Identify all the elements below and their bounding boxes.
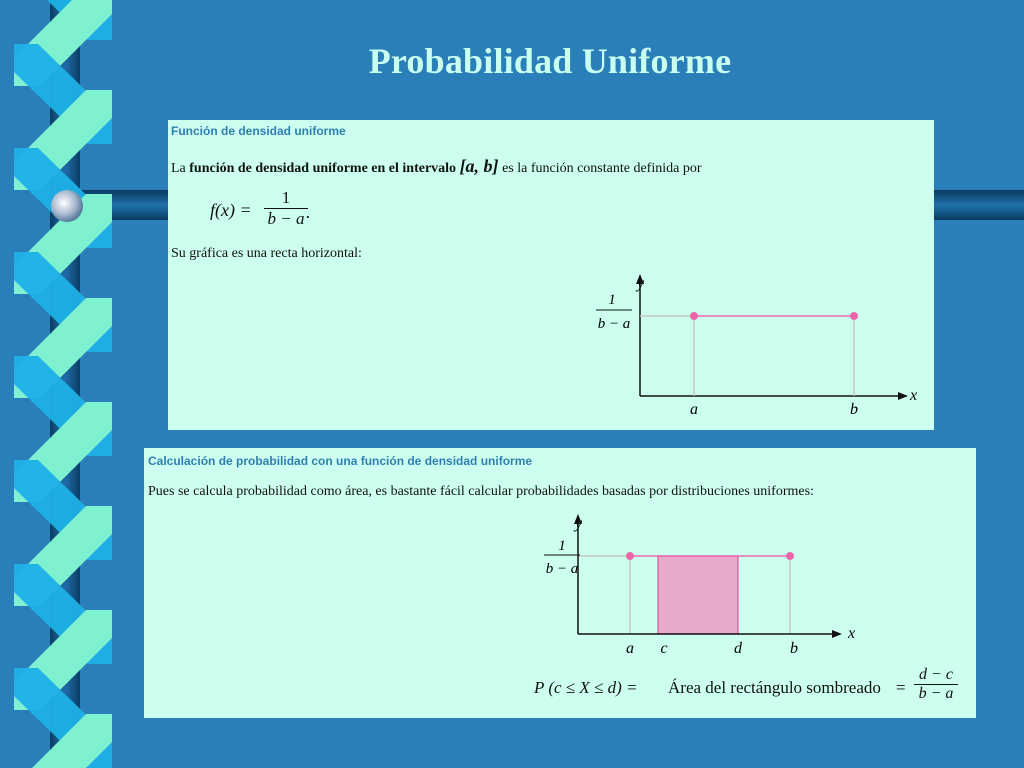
x-axis-label-2: x bbox=[848, 625, 856, 642]
x-tick-c: c bbox=[660, 640, 668, 657]
x-tick-b: b bbox=[850, 401, 858, 418]
formula-period: . bbox=[306, 202, 311, 222]
density-formula-fraction bbox=[264, 188, 308, 229]
x-axis-label: x bbox=[910, 387, 918, 404]
probability-lhs: P (c ≤ X ≤ d) = bbox=[534, 678, 638, 697]
x-tick-d: d bbox=[734, 640, 742, 657]
intro-prefix: La bbox=[171, 161, 186, 176]
density-formula-lhs: f(x) = bbox=[210, 200, 252, 220]
panel2-heading: Calculación de probabilidad con una función de densidad uniforme bbox=[148, 454, 533, 468]
x-tick-a: a bbox=[690, 401, 698, 418]
uniform-density-panel bbox=[168, 120, 934, 430]
x-tick-b-2: b bbox=[790, 640, 798, 657]
point-b-2 bbox=[786, 552, 794, 560]
interval-label: [a, b] bbox=[459, 156, 499, 176]
intro-bold: función de densidad uniforme en el intervalo bbox=[189, 161, 457, 176]
y-tick-denominator: b − a bbox=[597, 316, 631, 332]
point-a-2 bbox=[626, 552, 634, 560]
probability-graph bbox=[540, 512, 870, 658]
graph-caption: Su gráfica es una recta horizontal: bbox=[171, 246, 362, 261]
page-title: Probabilidad Uniforme bbox=[368, 41, 732, 81]
x-tick-a-2: a bbox=[626, 640, 634, 657]
formula-denominator: b − a bbox=[267, 209, 305, 228]
probability-middle-text: Área del rectángulo sombreado bbox=[668, 678, 881, 697]
probability-numerator: d − c bbox=[919, 666, 953, 683]
panel1-intro bbox=[171, 156, 702, 177]
y-axis-label-2: y bbox=[575, 515, 583, 532]
shaded-area bbox=[658, 556, 738, 634]
y-axis-label: y bbox=[637, 275, 645, 292]
intro-suffix: es la función constante definida por bbox=[502, 161, 702, 176]
probability-fraction bbox=[914, 666, 958, 703]
probability-equals: = bbox=[896, 678, 906, 697]
y-tick-numerator-2: 1 bbox=[558, 538, 566, 554]
point-a bbox=[690, 312, 698, 320]
density-graph bbox=[592, 272, 934, 422]
point-b bbox=[850, 312, 858, 320]
probability-denominator: b − a bbox=[918, 685, 954, 702]
probability-calculation-panel bbox=[144, 448, 976, 718]
formula-numerator: 1 bbox=[281, 188, 291, 207]
y-tick-denominator-2: b − a bbox=[545, 561, 579, 577]
panel1-heading: Función de densidad uniforme bbox=[171, 124, 346, 138]
panel2-intro: Pues se calcula probabilidad como área, es bastante fácil calcular probabilidades basadas por distribuciones uniformes: bbox=[148, 484, 814, 499]
y-tick-numerator: 1 bbox=[608, 292, 616, 308]
